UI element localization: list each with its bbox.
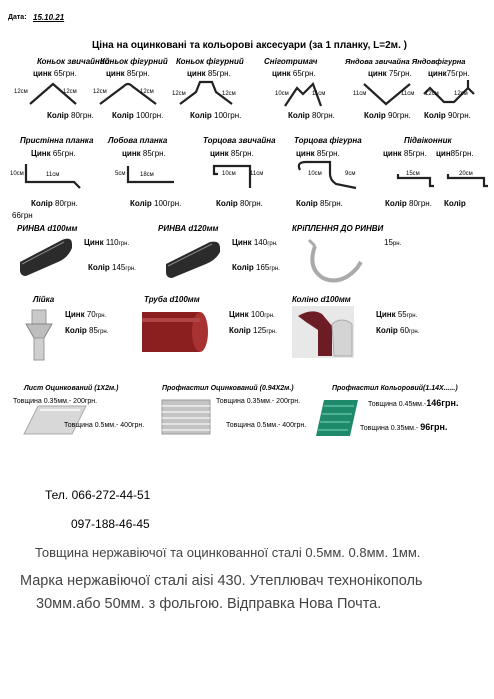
kriplennia-name: КРіПЛЕННЯ ДО РИНВИ xyxy=(292,224,384,233)
torc-fig-d1: 10см xyxy=(308,171,322,177)
date-value: 15.10.21 xyxy=(33,13,65,22)
truba-image xyxy=(140,308,210,356)
yandova-d4: 12см xyxy=(454,91,468,97)
konek-fig-name: Коньок фігурний xyxy=(100,57,168,66)
prof-kol-t2: Товщина 0.35мм.- 96грн. xyxy=(360,422,448,432)
truba-cink: Цинк 100грн. xyxy=(229,310,275,319)
kolino-image xyxy=(292,306,354,358)
prist-name: Пристінна планка xyxy=(20,136,94,145)
rynva100-image xyxy=(18,234,74,278)
torc-zv-d1: 10см xyxy=(222,171,236,177)
konek-zv-kolir: Колір 80грн. xyxy=(47,111,94,120)
prist-kolir: Колір 80грн. xyxy=(31,199,78,208)
pidv-d2: 20см xyxy=(459,171,473,177)
rynva120-name: РИНВА d120мм xyxy=(158,224,219,233)
konek-fig-d2: 12см xyxy=(140,89,154,95)
konek-fig2-cink: цинк 85грн. xyxy=(187,69,231,78)
liyka-kolir: Колір 85грн. xyxy=(65,326,109,335)
lyst-t2: Товщина 0.5мм.- 400грн. xyxy=(64,422,145,429)
snigo-d1: 10см xyxy=(275,91,289,97)
liyka-image xyxy=(22,308,60,362)
pidv-d1: 15см xyxy=(406,171,420,177)
yandova-name: Яндова звичайна Яндовфігурна xyxy=(345,57,466,66)
lobova-d1: 5см xyxy=(115,171,126,177)
konek-fig-cink: цинк 85грн. xyxy=(106,69,150,78)
prof-oc-image xyxy=(160,398,212,436)
konek-fig2-kolir: Колір 100грн. xyxy=(190,111,242,120)
prof-kol-name: Профнастил Кольоровий(1.14Х......) xyxy=(332,385,458,392)
snigo-profile-icon xyxy=(283,82,326,112)
konek-zv-d1: 12см xyxy=(14,89,28,95)
yandova-cink1: цинк 75грн. xyxy=(368,69,412,78)
konek-fig2-d1: 12см xyxy=(172,91,186,97)
lyst-image xyxy=(22,404,88,438)
torc-zv-d2: 11см xyxy=(250,171,264,177)
torc-fig-kolir: Колір 85грн. xyxy=(296,199,343,208)
note-line2: Марка нержавіючої сталі aisi 430. Утеплювач технонікополь xyxy=(20,573,423,589)
rynva120-cink: Цинк 140грн. xyxy=(232,238,278,247)
konek-fig2-d2: 12см xyxy=(222,91,236,97)
konek-fig-profile-icon xyxy=(98,80,158,110)
snigo-d2: 11см xyxy=(312,91,326,97)
liyka-cink: Цинк 70грн. xyxy=(65,310,107,319)
phone1[interactable]: Тел. 066-272-44-51 xyxy=(45,488,151,502)
note-line3: 30мм.або 50мм. з фольгою. Відправка Нова Почта. xyxy=(36,596,382,612)
snigo-kolir: Колір 80грн. xyxy=(288,111,335,120)
prof-oc-t1: Товщина 0.35мм.- 200грн. xyxy=(216,398,301,405)
pidv-cink2: цин85грн. xyxy=(436,149,474,158)
kriplennia-image xyxy=(305,238,365,286)
yandova-kolir: Колір 90грн. xyxy=(364,111,411,120)
pidv-name: Підвіконник xyxy=(404,136,452,145)
lyst-t1: Товщина 0.35мм.- 200грн. xyxy=(13,398,98,405)
torc-fig-profile-icon xyxy=(296,160,360,194)
pidv-kolir1: Колір 80грн. xyxy=(385,199,432,208)
note-line1: Товщина нержавіючої та оцинкованної сталі 0.5мм. 0.8мм. 1мм. xyxy=(35,545,421,560)
yandova-d2: 11см xyxy=(401,91,415,97)
torc-zv-profile-icon xyxy=(212,164,266,192)
konek-fig-d1: 12см xyxy=(93,89,107,95)
prof-oc-name: Профнастил Оцинкований (0.94Х2м.) xyxy=(162,385,294,392)
lobova-d2: 18см xyxy=(140,172,154,178)
torc-fig-d2: 9см xyxy=(345,171,356,177)
rynva100-name: РИНВА d100мм xyxy=(17,224,78,233)
torc-zv-cink: цинк 85грн. xyxy=(210,149,254,158)
lobova-cink: цинк 85грн. xyxy=(122,149,166,158)
prist-extra: 66грн xyxy=(12,211,33,220)
page-title: Ціна на оцинковані та кольорові аксесуари (за 1 планку, L=2м. ) xyxy=(92,40,407,51)
konek-zv-d2: 12см xyxy=(63,89,77,95)
konek-fig2-name: Коньок фігурний xyxy=(176,57,244,66)
rynva120-image xyxy=(164,238,222,280)
konek-fig-kolir: Колір 100грн. xyxy=(112,111,164,120)
rynva100-cink: Цинк 110грн. xyxy=(84,238,130,247)
kolino-name: Коліно d100мм xyxy=(292,295,351,304)
yandova-kolir2: Колір 90грн. xyxy=(424,111,471,120)
torc-zv-name: Торцова звичайна xyxy=(203,136,276,145)
yandova-cink2: цинк75грн. xyxy=(428,69,470,78)
truba-name: Труба d100мм xyxy=(144,295,200,304)
konek-zv-cink: цинк 65грн. xyxy=(33,69,77,78)
pidv-kolir2: Колір xyxy=(444,199,466,208)
yandova-d3: 12см xyxy=(425,91,439,97)
rynva100-kolir: Колір 145грн. xyxy=(88,263,136,272)
torc-fig-cink: цинк 85грн. xyxy=(296,149,340,158)
prof-kol-image xyxy=(314,396,360,440)
konek-zv-name: Коньок звичайний xyxy=(37,57,110,66)
konek-zv-profile-icon xyxy=(28,80,78,110)
prist-cink: Цинк 65грн. xyxy=(31,149,76,158)
lobova-kolir: Колір 100грн. xyxy=(130,199,182,208)
rynva120-kolir: Колір 165грн. xyxy=(232,263,280,272)
lyst-name: Лист Оцинкований (1Х2м.) xyxy=(24,385,119,392)
kolino-kolir: Колір 60грн. xyxy=(376,326,420,335)
liyka-name: Лійка xyxy=(33,295,55,304)
prof-kol-t1: Товщина 0.45мм.-146грн. xyxy=(368,398,459,408)
yandova-d1: 11см xyxy=(353,91,367,97)
kriplennia-price: 15рн. xyxy=(384,238,402,247)
prist-d2: 11см xyxy=(46,172,60,178)
torc-fig-name: Торцова фігурна xyxy=(294,136,362,145)
kolino-cink: Цинк 55грн. xyxy=(376,310,418,319)
prof-oc-t2: Товщина 0.5мм.- 400грн. xyxy=(226,422,307,429)
prist-d1: 10см xyxy=(10,171,24,177)
pidv-cink1: цинк 85грн. xyxy=(383,149,427,158)
torc-zv-kolir: Колір 80грн. xyxy=(216,199,263,208)
snigo-cink: цинк 65грн. xyxy=(272,69,316,78)
snigo-name: Сніготримач xyxy=(264,57,318,66)
truba-kolir: Колір 125грн. xyxy=(229,326,277,335)
date-label: Дата: xyxy=(8,14,27,21)
phone2[interactable]: 097-188-46-45 xyxy=(71,517,150,531)
lobova-name: Лобова планка xyxy=(108,136,168,145)
